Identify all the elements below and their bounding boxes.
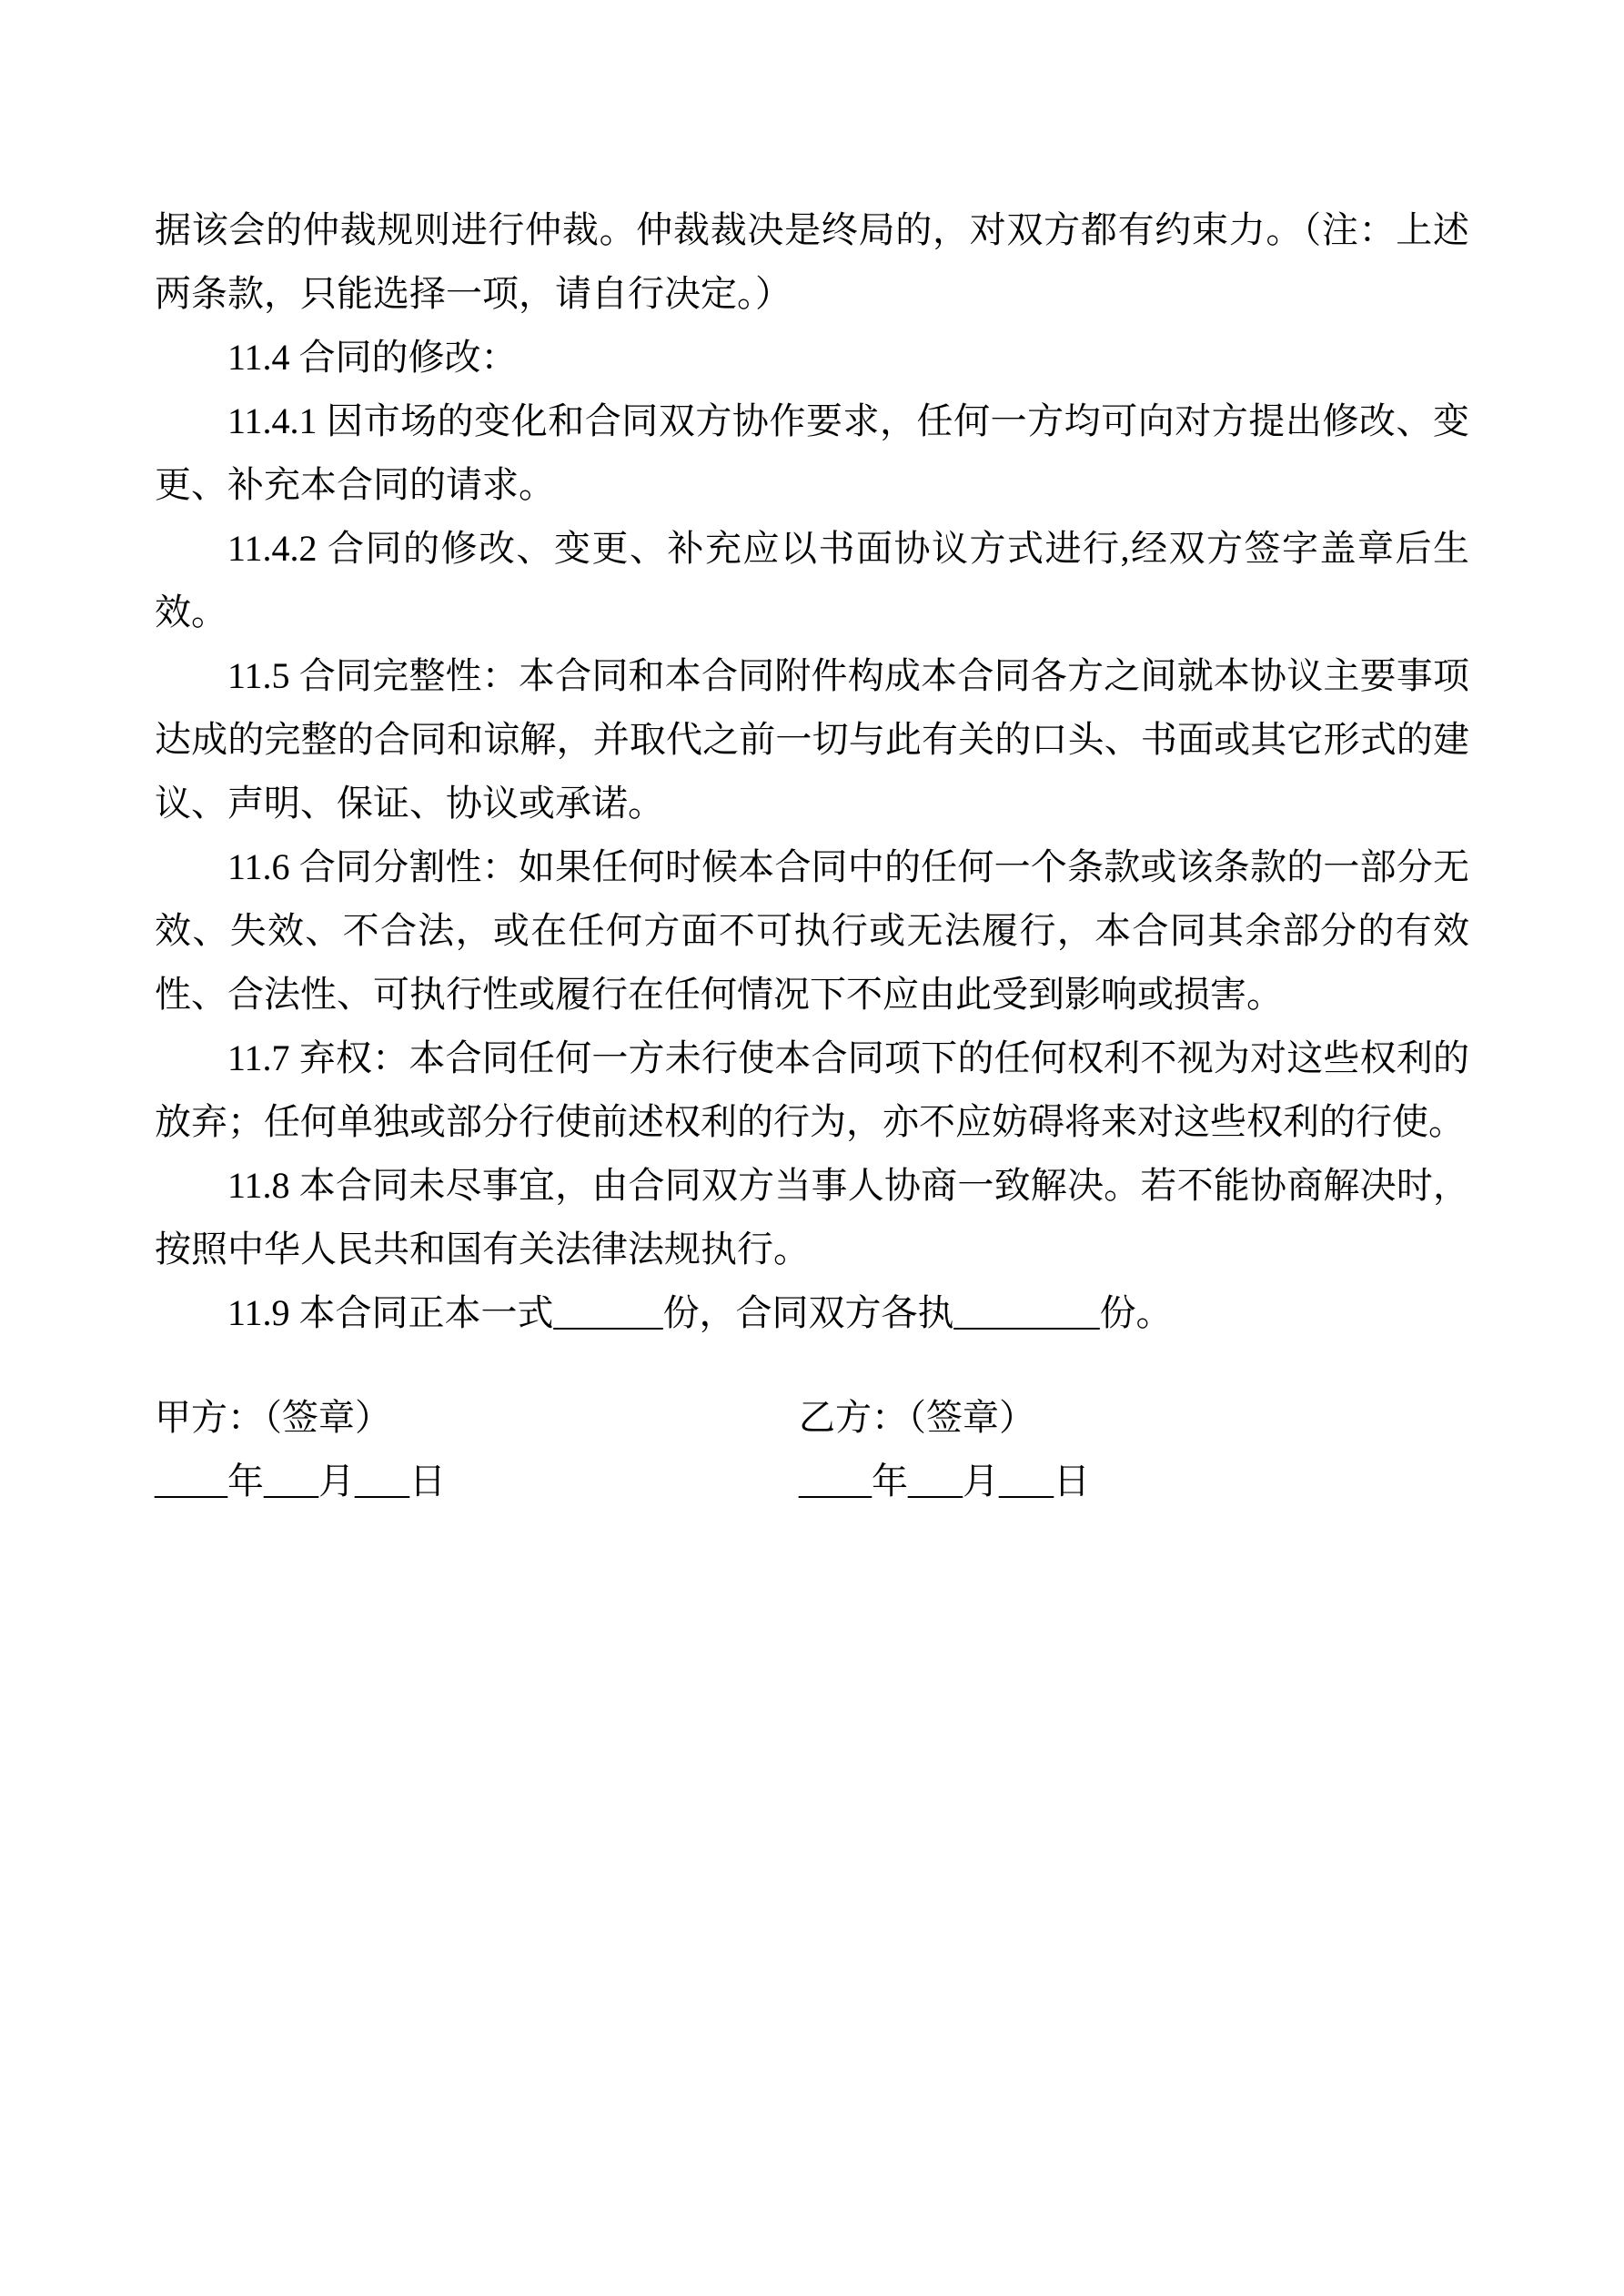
- party-b-label: 乙方：（签章）: [799, 1397, 1035, 1438]
- paragraph-11-4-1: 11.4.1 因市场的变化和合同双方协作要求，任何一方均可向对方提出修改、变更、补充本合同的请求。: [155, 400, 1469, 505]
- signature-block: [155, 1386, 1469, 1513]
- party-a-date-line: ____年___月___日: [155, 1461, 446, 1502]
- party-b-date-line: ____年___月___日: [799, 1461, 1090, 1502]
- paragraph-11-4-2: 11.4.2 合同的修改、变更、补充应以书面协议方式进行,经双方签字盖章后生效。: [155, 528, 1469, 632]
- paragraph-11-5: 11.5 合同完整性：本合同和本合同附件构成本合同各方之间就本协议主要事项达成的完整的合同和谅解，并取代之前一切与此有关的口头、书面或其它形式的建议、声明、保证、协议或承诺。: [155, 655, 1469, 824]
- paragraph-11-4: 11.4 合同的修改：: [227, 337, 518, 378]
- paragraph-arbitration-continuation: 据该会的仲裁规则进行仲裁。仲裁裁决是终局的，对双方都有约束力。（注：上述两条款，只能选择一项，请自行决定。）: [155, 209, 1469, 314]
- paragraph-11-8: 11.8 本合同未尽事宜，由合同双方当事人协商一致解决。若不能协商解决时，按照中华人民共和国有关法律法规执行。: [155, 1165, 1469, 1269]
- paragraph-11-9: 11.9 本合同正本一式______份，合同双方各执________份。: [227, 1292, 1173, 1333]
- party-b-signature-column: [799, 1386, 1443, 1513]
- party-a-signature-column: [155, 1386, 799, 1513]
- party-a-label: 甲方：（签章）: [155, 1397, 391, 1438]
- paragraph-11-6: 11.6 合同分割性：如果任何时候本合同中的任何一个条款或该条款的一部分无效、失效、不合法，或在任何方面不可执行或无法履行，本合同其余部分的有效性、合法性、可执行性或履行在任何情况下不应由此受到影响或损害。: [155, 846, 1469, 1015]
- paragraph-11-7: 11.7 弃权：本合同任何一方未行使本合同项下的任何权利不视为对这些权利的放弃；任何单独或部分行使前述权利的行为，亦不应妨碍将来对这些权利的行使。: [155, 1037, 1469, 1142]
